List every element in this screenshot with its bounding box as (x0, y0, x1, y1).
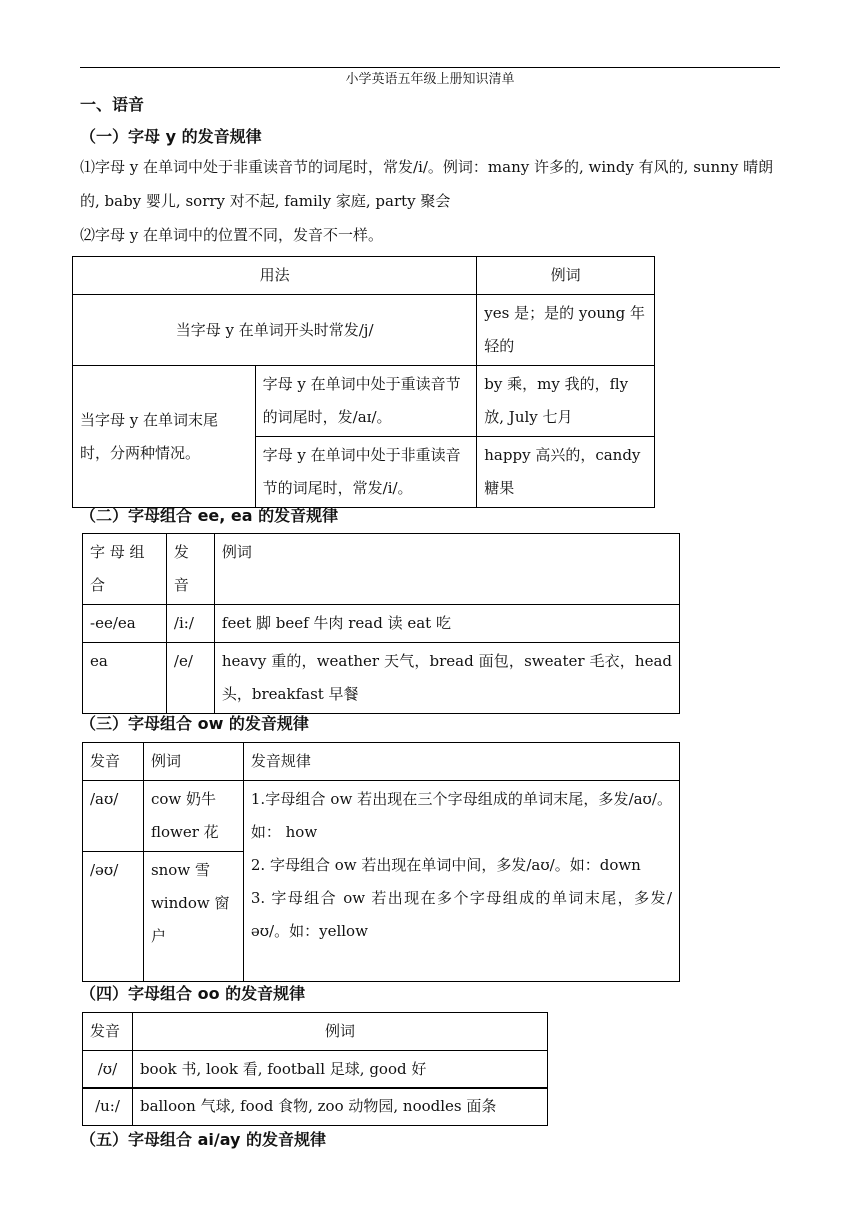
sound-cell: /əʊ/ (83, 852, 144, 982)
sound-cell: /ʊ/ (83, 1051, 133, 1089)
example-cell: snow 雪 window 窗户 (143, 852, 243, 982)
header-rule: 发音规律 (243, 743, 679, 781)
usage-start: 当字母 y 在单词开头时常发/j/ (73, 295, 477, 366)
subsection-ow: （三）字母组合 ow 的发音规律 (80, 714, 309, 733)
section-title: 一、语音 (80, 95, 145, 114)
rule-2: 2. 字母组合 ow 若出现在单词中间，多发/aʊ/。如：down (250, 856, 641, 874)
page-header: 小学英语五年级上册知识清单 (345, 72, 515, 87)
example-cell: cow 奶牛 flower 花 (143, 781, 243, 852)
table-ee-ea (82, 533, 680, 714)
header-sound: 发 音 (166, 534, 214, 605)
case-stressed: 字母 y 在单词中处于重读音节的词尾时，发/aɪ/。 (255, 366, 477, 437)
example-stressed: by 乘，my 我的，fly 放, July 七月 (477, 366, 655, 437)
header-example: 例词 (143, 743, 243, 781)
sound-cell: /e/ (166, 643, 214, 714)
example-cell: balloon 气球, food 食物, zoo 动物园, noodles 面条 (132, 1088, 547, 1126)
example-start: yes 是；是的 young 年轻的 (477, 295, 655, 366)
combo-cell: ea (83, 643, 167, 714)
header-example: 例词 (477, 257, 655, 295)
example-cell: feet 脚 beef 牛肉 read 读 eat 吃 (214, 605, 679, 643)
subsection-ai-ay: （五）字母组合 ai/ay 的发音规律 (80, 1130, 327, 1149)
rule-1: 1.字母组合 ow 若出现在三个字母组成的单词末尾，多发/aʊ/。如： how (250, 790, 672, 841)
header-usage: 用法 (73, 257, 477, 295)
table-ow (82, 742, 680, 982)
subsection-oo: （四）字母组合 oo 的发音规律 (80, 984, 306, 1003)
sound-cell: /i:/ (166, 605, 214, 643)
example-unstressed: happy 高兴的，candy 糖果 (477, 437, 655, 508)
case-unstressed: 字母 y 在单词中处于非重读音节的词尾时，常发/i/。 (255, 437, 477, 508)
combo-cell: -ee/ea (83, 605, 167, 643)
usage-end: 当字母 y 在单词末尾时，分两种情况。 (73, 366, 256, 508)
example-cell: book 书, look 看, football 足球, good 好 (132, 1051, 547, 1089)
table-y-usage (72, 256, 655, 508)
header-example: 例词 (132, 1013, 547, 1051)
header-sound: 发音 (83, 1013, 133, 1051)
header-example: 例词 (214, 534, 679, 605)
sound-cell: /u:/ (83, 1088, 133, 1126)
table-oo-row-2 (82, 1087, 548, 1126)
header-sound: 发音 (83, 743, 144, 781)
rule-3: 3. 字母组合 ow 若出现在多个字母组成的单词末尾，多发/əʊ/。如：yellow (250, 889, 672, 940)
sound-cell: /aʊ/ (83, 781, 144, 852)
subsection-y: （一）字母 y 的发音规律 (80, 127, 262, 146)
table-oo (82, 1012, 548, 1089)
rule-cell (243, 781, 679, 982)
example-cell: heavy 重的，weather 天气，bread 面包，sweater 毛衣，head 头，breakfast 早餐 (214, 643, 679, 714)
paragraph-y-rule-1: ⑴字母 y 在单词中处于非重读音节的词尾时，常发/i/。例词：many 许多的, windy 有风的, sunny 晴朗的, baby 婴儿, sorry 对不起, family 家庭, party 聚会 (80, 158, 774, 210)
subsection-ee-ea: （二）字母组合 ee, ea 的发音规律 (80, 506, 339, 525)
paragraph-y-rule-2: ⑵字母 y 在单词中的位置不同，发音不一样。 (80, 226, 384, 244)
header-combo: 字 母 组 合 (83, 534, 167, 605)
